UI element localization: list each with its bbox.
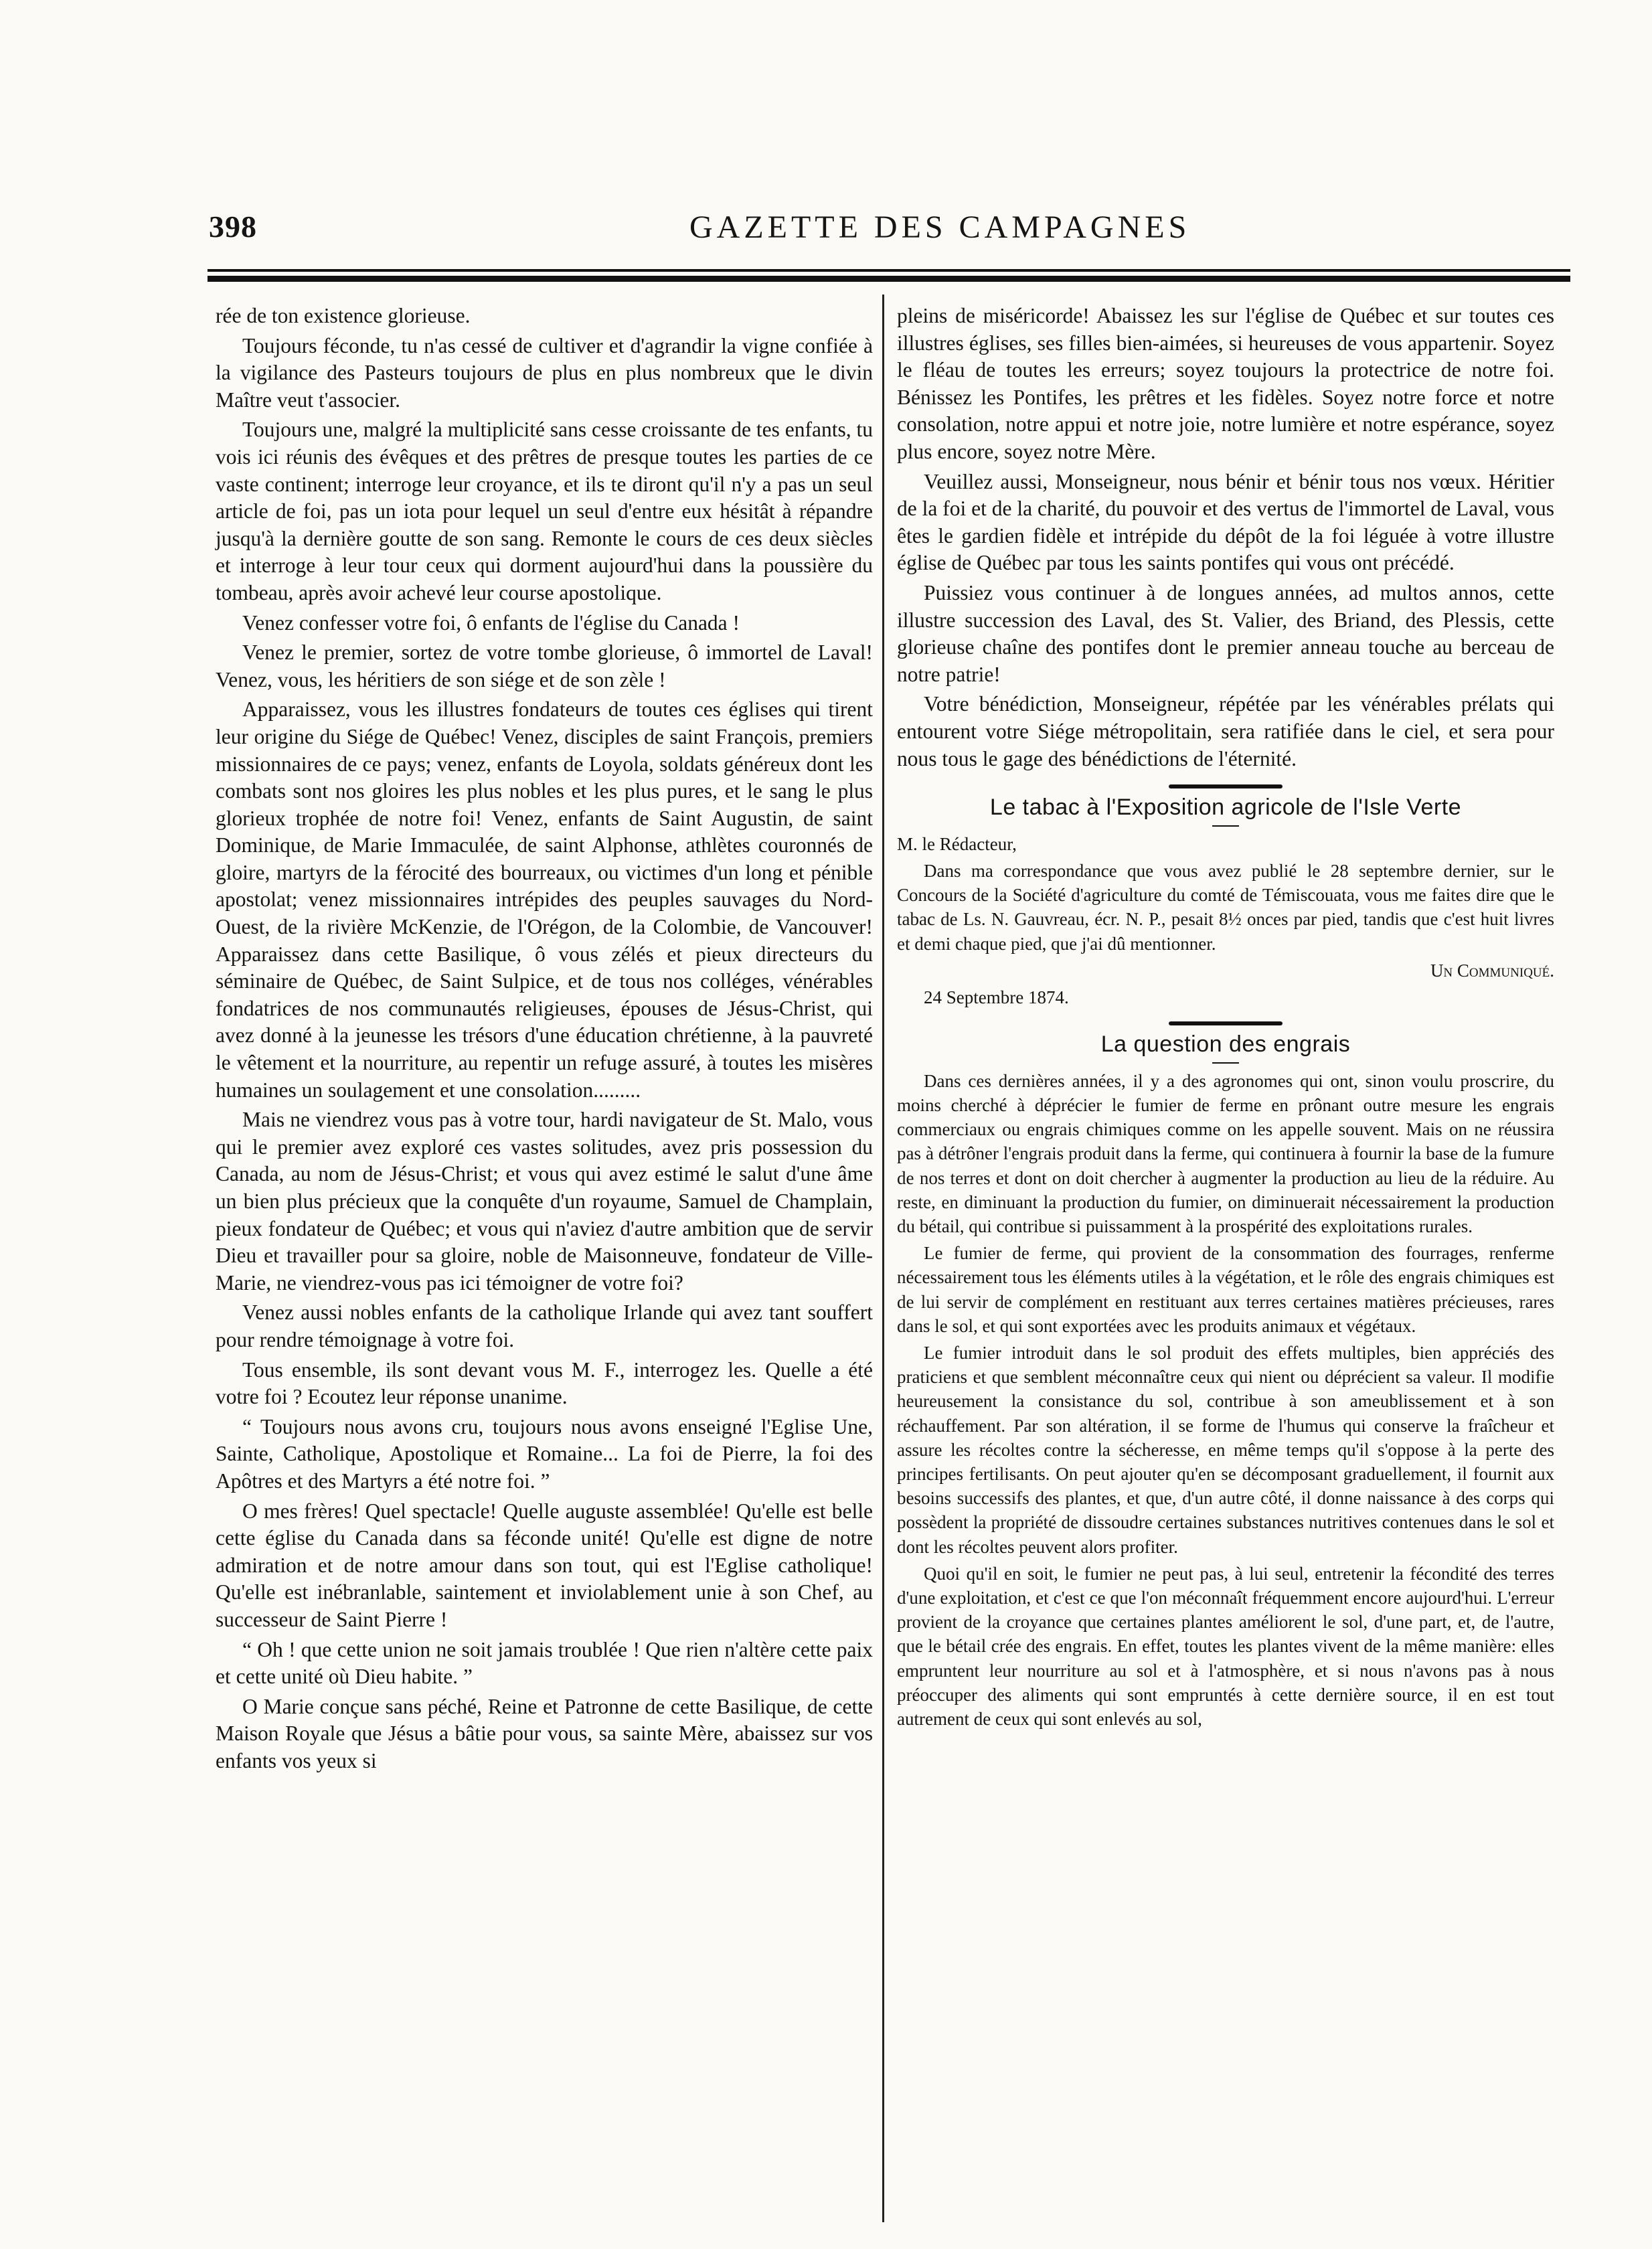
column-divider <box>882 295 884 2222</box>
paragraph: Dans ces dernières années, il y a des agronomes qui ont, sinon voulu proscrire, du moins cherché à déprécier le fumier de ferme en prônant outre mesure les engrais commerciaux ou engrais chimiques comme on les appelle souvent. Mais on ne réussira pas à détrôner l'engrais produit dans la ferme, qui continuera à fournir la base de la fumure de nos terres et dont on doit chercher à augmenter la production au lieu de la réduire. Au reste, en diminuant la production du fumier, on diminuerait nécessairement la production du bétail, qui contribue si puissamment à la prospérité des exploitations rurales. <box>897 1070 1554 1236</box>
paragraph: Tous ensemble, ils sont devant vous M. F., interrogez les. Quelle a été votre foi ? Ecoutez leur réponse unanime. <box>216 1357 873 1409</box>
paragraph: Apparaissez, vous les illustres fondateurs de toutes ces églises qui tirent leur origine du Siége de Québec! Venez, disciples de saint François, premiers missionnaires de ce pays; venez, enfants de Loyola, soldats généreux dont les combats sont nos gloires les plus nobles et les plus pures, et le sang le plus glorieux trophée de notre foi! Venez, enfants de Saint Augustin, de saint Dominique, de Marie Immaculée, de saint Alphonse, athlètes couronnés de gloire, martyrs de la férocité des bourreaux, ou victimes d'un long et pénible apostolat; venez missionnaires intrépides des peuples sauvages du Nord-Ouest, de la rivière McKenzie, de l'Orégon, de la Colombie, de Vancouver! Apparaissez dans cette Basilique, ô vous zélés et pieux directeurs du séminaire de Québec, de Saint Sulpice, et de tous nos colléges, vénérables fondatrices de nos communautés religieuses, épouses de Jésus-Christ, qui avez donné à la jeunesse les trésors d'une éducation chrétienne, à la pauvreté le vêtement et la nourriture, au repentir un refuge assuré, à toutes les misères humaines un soulagement et une consolation......... <box>216 697 873 1102</box>
paragraph: Le fumier de ferme, qui provient de la consommation des fourrages, renferme nécessairement tous les éléments utiles à la végétation, et le rôle des engrais chimiques est de lui servir de complément en restituant aux terres certaines matières précieuses, rares dans le sol, et qui sont exportées avec les produits animaux et végétaux. <box>897 1243 1554 1336</box>
section-title-engrais: La question des engrais <box>1100 1031 1351 1058</box>
paragraph: Le fumier introduit dans le sol produit des effets multiples, bien appréciés des praticiens et que semblent méconnaître ceux qui nient ou déprécient sa valeur. Il modifie heureusement la consistance du sol, contribue à son ameublissement et à son réchauffement. Par son altération, il se forme de l'humus qui conserve la fraîcheur et assure les récoltes contre la sécheresse, en même temps qu'il s'oppose à la perte des principes fertilisants. On peut ajouter qu'en se décomposant graduellement, il fournit aux besoins successifs des plantes, et que, d'un autre côté, il donne naissance à des corps qui possèdent la propriété de dissoudre certaines substances nutritives contenues dans le sol et dont les récoltes peuvent alors profiter. <box>897 1342 1554 1557</box>
title-underline <box>1212 825 1239 827</box>
letter-body: Dans ma correspondance que vous avez publié le 28 septembre dernier, sur le Concours de la Société d'agriculture du comté de Témiscouata, vous me faites dire que le tabac de Ls. N. Gauvreau, écr. N. P., pesait 8½ onces par pied, tandis que c'est huit livres et demi chaque pied, que j'ai dû mentionner. <box>897 860 1554 954</box>
section-rule <box>1169 784 1283 788</box>
left-column <box>216 303 873 1777</box>
title-underline <box>1212 1062 1239 1064</box>
paragraph: Veuillez aussi, Monseigneur, nous bénir et bénir tous nos vœux. Héritier de la foi et de la charité, du pouvoir et des vertus de l'immortel de Laval, vous êtes le gardien fidèle et intrépide du dépôt de la foi léguée à votre illustre église de Québec par tous les saints pontifes qui vous ont précédé. <box>897 469 1554 575</box>
page-title: GAZETTE DES CAMPAGNES <box>689 210 1191 245</box>
page-number: 398 <box>209 210 257 244</box>
header-rule-thin <box>208 269 1570 272</box>
paragraph: O mes frères! Quel spectacle! Quelle auguste assemblée! Qu'elle est belle cette église du Canada dans sa féconde unité! Qu'elle est digne de notre admiration et de notre amour dans son tout, qui est l'Eglise catholique! Qu'elle est inébranlable, saintement et inviolablement unie à son Chef, au successeur de Saint Pierre ! <box>216 1499 873 1631</box>
paragraph: rée de ton existence glorieuse. <box>216 304 471 327</box>
paragraph: Puissiez vous continuer à de longues années, ad multos annos, cette illustre succession des Laval, des St. Valier, des Briand, des Plessis, cette glorieuse chaîne des pontifes dont le premier anneau touche au berceau de notre patrie! <box>897 580 1554 686</box>
paragraph: pleins de miséricorde! Abaissez les sur l'église de Québec et sur toutes ces illustres églises, ses filles bien-aimées, si heureuses de vous appartenir. Soyez le fléau de toutes les erreurs; soyez toujours la protectrice de notre foi. Bénissez les Pontifes, les prêtres et les fidèles. Soyez notre force et notre consolation, notre appui et notre joie, notre lumière et notre espérance, soyez plus encore, soyez notre Mère. <box>897 304 1554 463</box>
section-title-tabac: Le tabac à l'Exposition agricole de l'Isle Verte <box>989 795 1462 821</box>
section-rule <box>1169 1021 1283 1025</box>
paragraph: Venez aussi nobles enfants de la catholique Irlande qui avez tant souffert pour rendre témoignage à votre foi. <box>216 1301 873 1351</box>
paragraph: Mais ne viendrez vous pas à votre tour, hardi navigateur de St. Malo, vous qui le premier avez exploré ces vastes solitudes, avez pris possession du Canada, au nom de Jésus-Christ; et vous qui avez estimé le salut d'une âme un bien plus précieux que la conquête d'un royaume, Samuel de Champlain, pieux fondateur de Québec; et vous qui n'aviez d'autre ambition que de servir Dieu et travailler pour sa gloire, noble de Maisonneuve, fondateur de Ville-Marie, ne viendrez-vous pas ici témoigner de votre foi? <box>216 1108 873 1295</box>
paragraph: Toujours une, malgré la multiplicité sans cesse croissante de tes enfants, tu vois ici réunis des évêques et des prêtres de presque toutes les parties de ce vaste continent; interroge leur croyance, et ils te diront qu'il n'y a pas un seul article de foi, pas un iota pour lequel un seul d'entre eux hésitât à répandre jusqu'à la dernière goutte de son sang. Remonte le cours de ces deux siècles et interroge à leur tour ceux qui dorment aujourd'hui dans la poussière du tombeau, après avoir achevé leur course apostolique. <box>216 418 873 604</box>
paragraph: O Marie conçue sans péché, Reine et Patronne de cette Basilique, de cette Maison Royale que Jésus a bâtie pour vous, sa sainte Mère, abaissez sur vos enfants vos yeux si <box>216 1694 873 1772</box>
paragraph: Quoi qu'il en soit, le fumier ne peut pas, à lui seul, entretenir la fécondité des terres d'une exploitation, et c'est ce que l'on méconnaît fréquemment encore aujourd'hui. L'erreur provient de la croyance que certaines plantes améliorent le sol, d'une part, et, de l'autre, que le bétail crée des engrais. En effet, toutes les plantes vivent de la même manière: elles empruntent leur nourriture au sol et à l'atmosphère, et si nous n'avons pas à nous préoccuper des aliments qui sont empruntés à cette dernière source, il en est tout autrement de ceux qui sont enlevés au sol, <box>897 1563 1554 1729</box>
salutation: M. le Rédacteur, <box>897 833 1017 854</box>
paragraph: “ Oh ! que cette union ne soit jamais troublée ! Que rien n'altère cette paix et cette unité où Dieu habite. ” <box>216 1637 873 1689</box>
signature: Un Communiqué. <box>1430 960 1554 981</box>
paragraph: Votre bénédiction, Monseigneur, répétée par les vénérables prélats qui entourent votre Siége métropolitain, sera ratifiée dans le ciel, et sera pour nous tous le gage des bénédictions de l'éternité. <box>897 692 1554 770</box>
date-line: 24 Septembre 1874. <box>924 987 1069 1007</box>
paragraph: Venez confesser votre foi, ô enfants de l'église du Canada ! <box>242 610 740 635</box>
header-rule-thick <box>208 276 1570 282</box>
paragraph: Toujours féconde, tu n'as cessé de cultiver et d'agrandir la vigne confiée à la vigilance des Pasteurs toujours de plus en plus nombreux que le divin Maître veut t'associer. <box>216 333 873 412</box>
paragraph: “ Toujours nous avons cru, toujours nous avons enseigné l'Eglise Une, Sainte, Catholique, Apostolique et Romaine... La foi de Pierre, la foi des Apôtres et des Martyrs a été notre foi. ” <box>216 1414 873 1493</box>
right-column <box>897 303 1554 1734</box>
paragraph: Venez le premier, sortez de votre tombe glorieuse, ô immortel de Laval! Venez, vous, les héritiers de son siége et de son zèle ! <box>216 641 873 691</box>
